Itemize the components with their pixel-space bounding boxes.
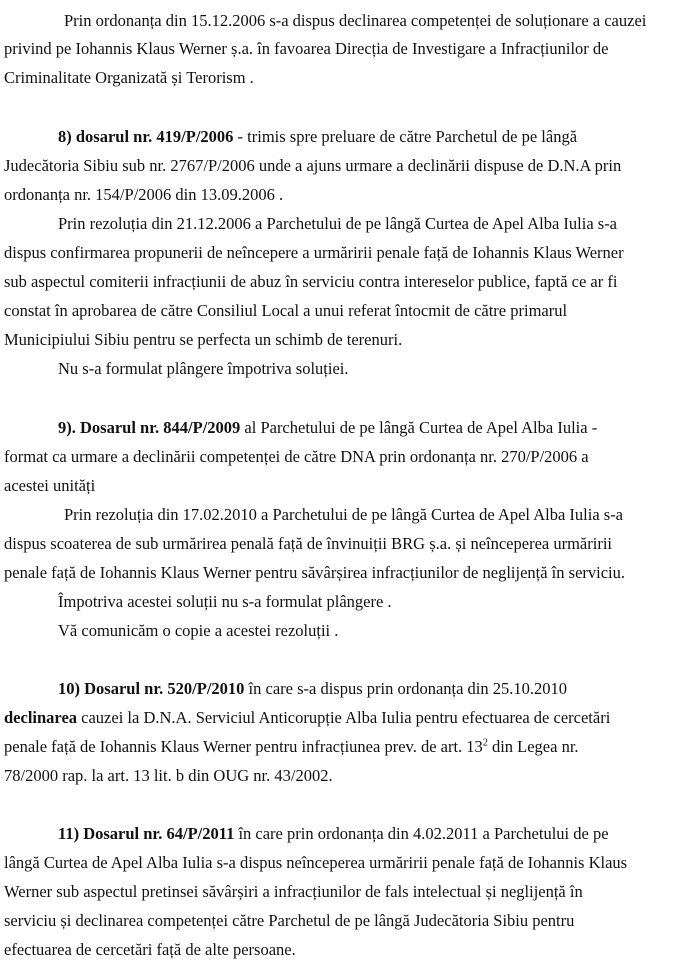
text-line: dispus scoaterea de sub urmărirea penală față de învinuiții BRG ș.a. și neînceperea urmăririi (4, 534, 612, 553)
case-heading-8: 8) dosarul nr. 419/P/2006 - trimis spre preluare de către Parchetul de pe lângă (58, 127, 578, 146)
case-heading-10: 10) Dosarul nr. 520/P/2010 în care s-a dispus prin ordonanța din 25.10.2010 (58, 679, 568, 698)
text-line: Prin rezoluția din 21.12.2006 a Parchetului de pe lângă Curtea de Apel Alba Iulia s-a (58, 214, 618, 233)
text-line: penale față de Iohannis Klaus Werner pentru săvârșirea infracțiunilor de neglijență în serviciu. (4, 563, 625, 582)
text-line: Vă comunicăm o copie a acestei rezoluții . (58, 621, 339, 640)
text-line: Municipiului Sibiu pentru se perfecta un schimb de terenuri. (4, 330, 403, 349)
text-line: efectuarea de cercetări față de alte persoane. (4, 940, 296, 959)
text-line: privind pe Iohannis Klaus Werner ș.a. în favoarea Direcția de Investigare a Infracțiunilor de (4, 39, 609, 58)
text-line: dispus confirmarea propunerii de neîncepere a urmăririi penale față de Iohannis Klaus Werner (4, 243, 624, 262)
text-line: lângă Curtea de Apel Alba Iulia s-a dispus neînceperea urmăririi penale față de Iohannis Klaus (4, 853, 628, 872)
superscript: 2 (482, 737, 488, 749)
text-line: constat în aprobarea de către Consiliul Local a unui referat întocmit de către primarul (4, 301, 568, 320)
text-line: 78/2000 rap. la art. 13 lit. b din OUG nr. 43/2002. (4, 766, 333, 785)
text-line: Werner sub aspectul pretinsei săvârșiri a infracțiunilor de fals intelectual și neglijență în (4, 882, 583, 901)
text-line: Criminalitate Organizată și Terorism . (4, 68, 254, 87)
text-line: declinarea cauzei la D.N.A. Serviciul Anticorupție Alba Iulia pentru efectuarea de cercetări (4, 708, 611, 727)
text-line: sub aspectul comiterii infracțiunii de abuz în serviciu contra intereselor publice, faptă ce ar fi (4, 272, 618, 291)
text-line: Prin ordonanța din 15.12.2006 s-a dispus declinarea competenței de soluționare a cauzei (64, 11, 647, 30)
text-line: ordonanța nr. 154/P/2006 din 13.09.2006 . (4, 185, 284, 204)
case-heading-11: 11) Dosarul nr. 64/P/2011 în care prin ordonanța din 4.02.2011 a Parchetului de pe (58, 824, 609, 843)
text-line: acestei unități (4, 476, 96, 495)
text-line: Nu s-a formulat plângere împotriva soluției. (58, 359, 349, 378)
text-line: Judecătoria Sibiu sub nr. 2767/P/2006 unde a ajuns urmare a declinării dispuse de D.N.A prin (4, 156, 622, 175)
text-line: penale față de Iohannis Klaus Werner pentru infracțiunea prev. de art. $13^2$ din Legea nr. (4, 737, 579, 756)
case-heading-9: 9). Dosarul nr. 844/P/2009 al Parchetului de pe lângă Curtea de Apel Alba Iulia - (58, 418, 598, 437)
text-line: format ca urmare a declinării competenței de către DNA prin ordonanța nr. 270/P/2006 a (4, 447, 589, 466)
text-line: Împotriva acestei soluții nu s-a formulat plângere . (58, 592, 392, 611)
text-line: serviciu și declinarea competenței către Parchetul de pe lângă Judecătoria Sibiu pentru (4, 911, 575, 930)
text-line: Prin rezoluția din 17.02.2010 a Parchetului de pe lângă Curtea de Apel Alba Iulia s-a (64, 505, 624, 524)
